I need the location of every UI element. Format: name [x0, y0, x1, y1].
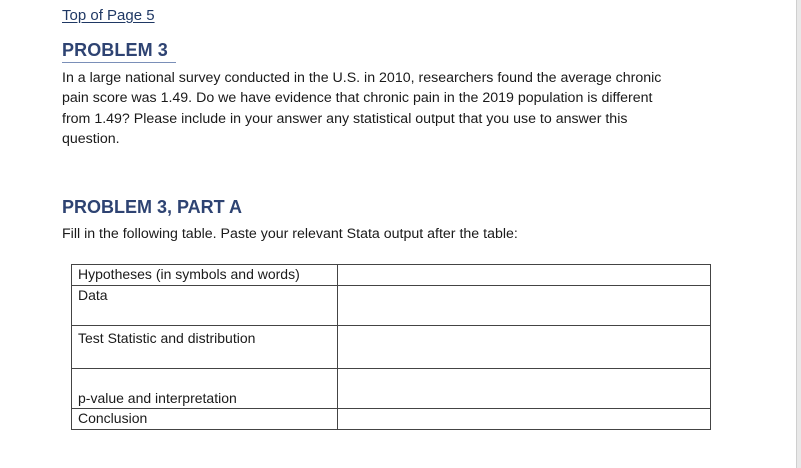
table-row	[72, 286, 711, 326]
row-label-data: Data	[72, 286, 338, 326]
table-row	[72, 265, 711, 286]
problem-line: pain score was 1.49. Do we have evidence that chronic pain in the 2019 population is different	[62, 90, 653, 107]
problem-line: question.	[62, 130, 120, 147]
answer-cell-hypotheses[interactable]	[338, 265, 711, 286]
problem-text	[62, 68, 722, 149]
table-row	[72, 409, 711, 430]
answer-cell-conclusion[interactable]	[338, 409, 711, 430]
table-row	[72, 369, 711, 409]
answer-table	[71, 264, 711, 430]
answer-cell-data[interactable]	[338, 286, 711, 326]
window-edge	[796, 0, 801, 468]
problem-line: In a large national survey conducted in the U.S. in 2010, researchers found the average chronic	[62, 70, 662, 86]
part-a-heading: PROBLEM 3, PART A	[62, 197, 243, 217]
row-label-conclusion: Conclusion	[72, 409, 338, 430]
answer-cell-p-value[interactable]	[338, 369, 711, 409]
top-of-page-link[interactable]: Top of Page 5	[62, 7, 155, 24]
row-label-hypotheses: Hypotheses (in symbols and words)	[72, 265, 338, 286]
row-label-p-value: p-value and interpretation	[72, 369, 338, 409]
problem-line: from 1.49? Please include in your answer any statistical output that you use to answer this	[62, 110, 628, 127]
problem-heading: PROBLEM 3	[62, 40, 168, 60]
heading-underline	[62, 62, 176, 63]
answer-cell-test-statistic[interactable]	[338, 326, 711, 369]
part-a-instruction: Fill in the following table. Paste your relevant Stata output after the table:	[62, 226, 518, 242]
row-label-test-statistic: Test Statistic and distribution	[72, 326, 338, 369]
table-row	[72, 326, 711, 369]
